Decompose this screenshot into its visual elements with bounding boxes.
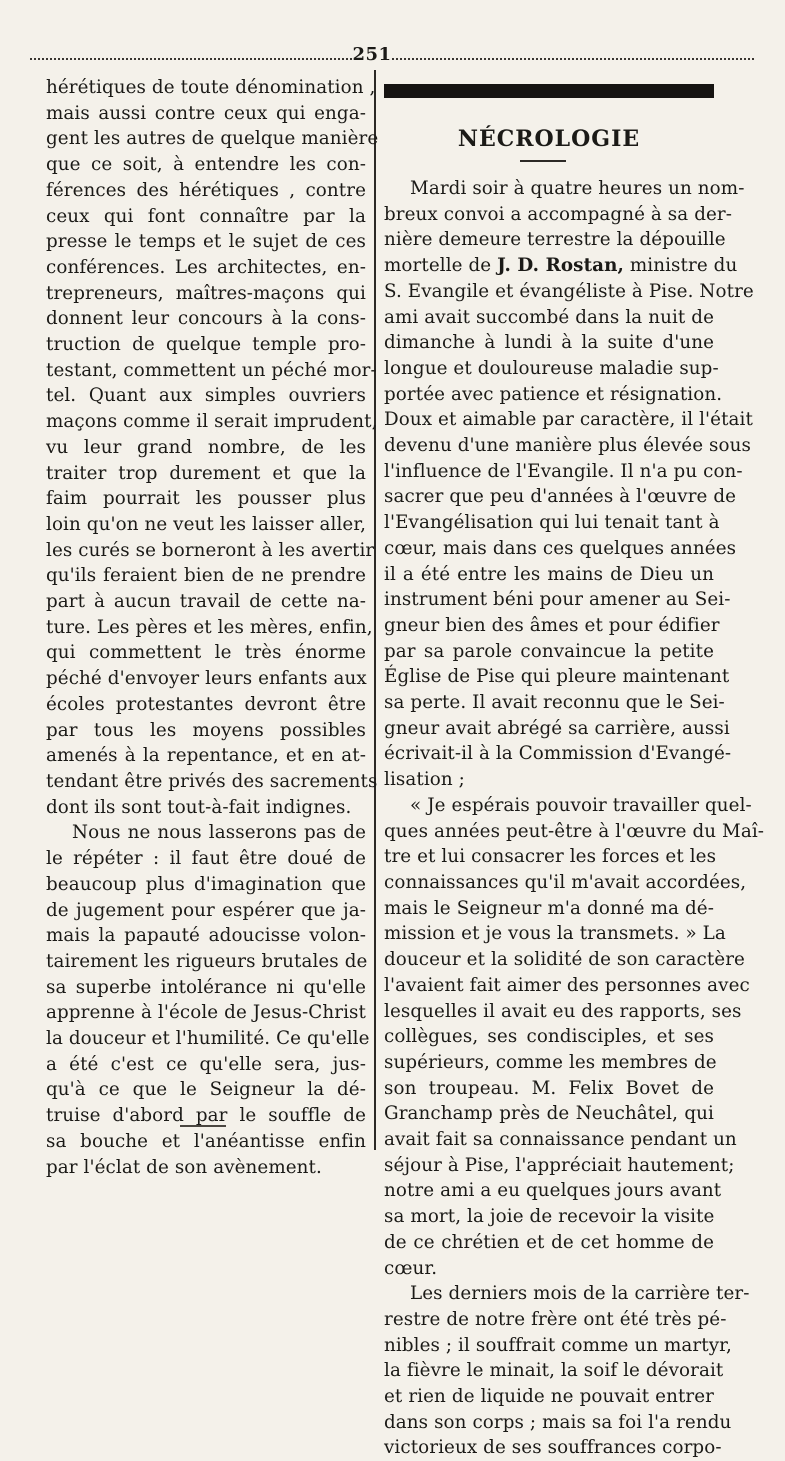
text-line: écoles protestantes devront être — [46, 693, 366, 715]
text-line: sa perte. Il avait reconnu que le Sei- — [384, 692, 725, 714]
text-line: lesquelles il avait eu des rapports, ses — [384, 1000, 742, 1022]
text-line: portée avec patience et résignation. — [384, 383, 723, 405]
text-line: il a été entre les mains de Dieu un — [384, 563, 714, 585]
text-line: conférences. Les architectes, en- — [46, 256, 366, 278]
text-line: dimanche à lundi à la suite d'une — [384, 332, 714, 354]
text-line: dans son corps ; mais sa foi l'a rendu — [384, 1411, 732, 1433]
text-line: devenu d'une manière plus élevée sous — [384, 435, 751, 457]
text-line: la fièvre le minait, la soif le dévorait — [384, 1360, 724, 1382]
text-line: qu'à ce que le Seigneur la dé- — [46, 1079, 366, 1101]
text-line: Doux et aimable par caractère, il l'était — [384, 409, 753, 431]
text-line: qu'ils feraient bien de ne prendre — [46, 565, 366, 587]
text-line: férences des hérétiques , contre — [46, 179, 366, 201]
text-line: qui commettent le très énorme — [46, 642, 366, 664]
text-line: sa mort, la joie de recevoir la visite — [384, 1206, 715, 1228]
text-line: « Je espérais pouvoir travailler quel- — [410, 794, 752, 816]
text-line: nière demeure terrestre la dépouille — [384, 229, 726, 251]
text-line: les curés se borneront à les avertir — [46, 539, 375, 561]
text-line: presse le temps et le sujet de ces — [46, 231, 366, 253]
text-line: a été c'est ce qu'elle sera, jus- — [46, 1053, 366, 1075]
text-line: part à aucun travail de cette na- — [46, 591, 366, 613]
text-line: supérieurs, comme les membres de — [384, 1051, 717, 1073]
text-line: que ce soit, à entendre les con- — [46, 154, 366, 176]
text-line: mais le Seigneur m'a donné ma dé- — [384, 897, 714, 919]
text-line: de ce chrétien et de cet homme de — [384, 1231, 714, 1253]
text-line: mais aussi contre ceux qui enga- — [46, 102, 366, 124]
text-line: cœur, mais dans ces quelques années — [384, 537, 737, 559]
text-line: avait fait sa connaissance pendant un — [384, 1129, 737, 1151]
text-line: truction de quelque temple pro- — [46, 334, 366, 356]
text-line: tendant être privés des sacrements — [46, 770, 378, 792]
text-line: ceux qui font connaître par la — [46, 205, 366, 227]
text-line: la douceur et l'humilité. Ce qu'elle — [46, 1028, 370, 1050]
text-line: longue et douloureuse maladie sup- — [384, 357, 719, 379]
text-line: Mardi soir à quatre heures un nom- — [410, 178, 745, 199]
text-line: traiter trop durement et que la — [46, 462, 366, 484]
text-line: tre et lui consacrer les forces et les — [384, 846, 717, 868]
title-dash — [520, 160, 566, 162]
text-line: notre ami a eu quelques jours avant — [384, 1180, 722, 1202]
text-line: Église de Pise qui pleure maintenant — [384, 666, 730, 688]
section-title: NÉCROLOGIE — [457, 126, 641, 152]
text-line: vu leur grand nombre, de les — [46, 436, 366, 458]
end-dash — [180, 1125, 226, 1127]
text-line: par tous les moyens possibles — [46, 719, 366, 741]
text-line: nibles ; il souffrait comme un martyr, — [384, 1334, 732, 1356]
section-separator-bar — [384, 84, 714, 98]
right-column — [384, 176, 765, 1461]
text-line: gent les autres de quelque manière — [46, 128, 379, 150]
text-line: écrivait-il à la Commission d'Evangé- — [384, 743, 732, 765]
text-line: cœur. — [384, 1257, 438, 1279]
text-line: sa superbe intolérance ni qu'elle — [46, 976, 366, 998]
page-number: 251 — [352, 44, 392, 65]
text-line: gneur avait abrégé sa carrière, aussi — [384, 717, 730, 739]
text-line: collègues, ses condisciples, et ses — [384, 1026, 714, 1048]
column-divider — [374, 70, 376, 1150]
text-line: de jugement pour espérer que ja- — [46, 899, 366, 921]
text-line: péché d'envoyer leurs enfants aux — [46, 668, 367, 690]
text-line: et rien de liquide ne pouvait entrer — [384, 1386, 714, 1408]
text-line: breux convoi a accompagné à sa der- — [384, 203, 733, 225]
text-line: Granchamp près de Neuchâtel, qui — [384, 1103, 714, 1125]
header-rule-left — [30, 58, 352, 60]
text-line: trepreneurs, maîtres-maçons qui — [46, 282, 366, 304]
text-line: hérétiques de toute dénomination , — [46, 77, 376, 98]
text-line: Nous ne nous lasserons pas de — [72, 822, 366, 844]
text-line: Les derniers mois de la carrière ter- — [410, 1283, 750, 1305]
text-line: mais la papauté adoucisse volon- — [46, 925, 366, 947]
text-line: instrument béni pour amener au Sei- — [384, 589, 731, 611]
text-line: l'avaient fait aimer des personnes avec — [384, 974, 750, 996]
text-line: le répéter : il faut être doué de — [46, 848, 366, 870]
text-line: dont ils sont tout-à-fait indignes. — [46, 796, 352, 818]
text-line: douceur et la solidité de son caractère — [384, 949, 745, 971]
text-line: mission et je vous la transmets. » La — [384, 923, 726, 945]
text-line: lisation ; — [384, 769, 465, 791]
left-column — [46, 75, 379, 1180]
text-line: truise d'abord par le souffle de — [46, 1105, 366, 1127]
text-line: sa bouche et l'anéantisse enfin — [46, 1130, 366, 1152]
text-line: restre de notre frère ont été très pé- — [384, 1308, 727, 1330]
text-line: donnent leur concours à la cons- — [46, 308, 366, 330]
text-line: gneur bien des âmes et pour édifier — [384, 614, 720, 636]
text-line: tel. Quant aux simples ouvriers — [46, 385, 366, 407]
text-line: l'Evangélisation qui lui tenait tant à — [384, 512, 720, 534]
text-line: sacrer que peu d'années à l'œuvre de — [384, 486, 737, 508]
text-line: beaucoup plus d'imagination que — [46, 873, 366, 895]
text-line: tairement les rigueurs brutales de — [46, 950, 368, 972]
text-line: son troupeau. M. Felix Bovet de — [384, 1077, 714, 1099]
text-line: ami avait succombé dans la nuit de — [384, 306, 714, 328]
text-line: faim pourrait les pousser plus — [46, 488, 366, 510]
text-line: loin qu'on ne veut les laisser aller, — [46, 513, 367, 535]
text-line: mortelle de J. D. Rostan, ministre du — [384, 255, 738, 277]
text-line: ques années peut-être à l'œuvre du Maî- — [384, 820, 765, 842]
text-line: par l'éclat de son avènement. — [46, 1156, 322, 1178]
text-line: maçons comme il serait imprudent, — [46, 411, 378, 433]
text-line: apprenne à l'école de Jesus-Christ — [46, 1002, 366, 1024]
text-line: l'influence de l'Evangile. Il n'a pu con- — [384, 460, 743, 482]
text-line: testant, commettent un péché mor- — [46, 359, 377, 381]
text-line: séjour à Pise, l'appréciait hautement; — [384, 1154, 735, 1176]
text-line: amenés à la repentance, et en at- — [46, 745, 366, 767]
text-line: connaissances qu'il m'avait accordées, — [384, 871, 747, 893]
text-line: ture. Les pères et les mères, enfin, — [46, 616, 373, 638]
text-line: S. Evangile et évangéliste à Pise. Notre — [384, 280, 754, 302]
header-rule-right — [392, 58, 754, 60]
text-line: par sa parole convaincue la petite — [384, 640, 714, 662]
text-line: victorieux de ses souffrances corpo- — [384, 1437, 722, 1459]
